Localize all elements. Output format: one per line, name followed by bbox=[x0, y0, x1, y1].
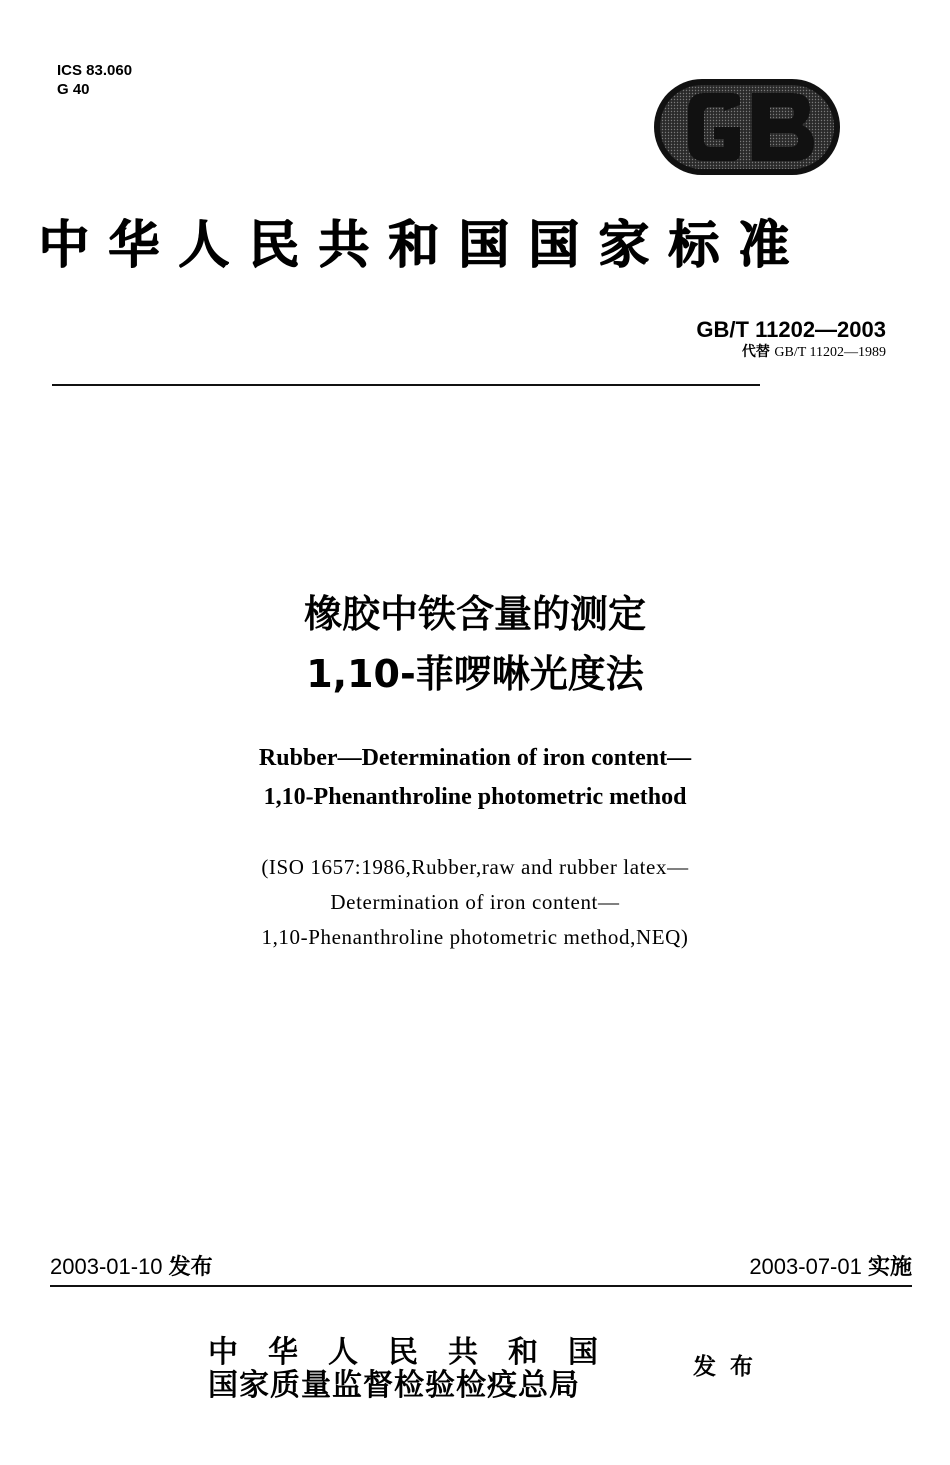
implementation-date-value: 2003-07-01 bbox=[749, 1254, 862, 1279]
ccs-code: G 40 bbox=[57, 81, 90, 98]
title-zh-line1: 橡胶中铁含量的测定 bbox=[303, 592, 646, 636]
gb-logo bbox=[652, 77, 842, 177]
iso-reference-line2: Determination of iron content— bbox=[330, 890, 620, 914]
header-divider bbox=[52, 384, 760, 386]
issuer-action: 发布 bbox=[693, 1353, 767, 1380]
iso-reference-line3: 1,10-Phenanthroline photometric method,NEQ) bbox=[261, 925, 689, 949]
issuer-line1: 中华人民共和国 bbox=[208, 1335, 628, 1370]
issuer-line2: 国家质量监督检验检疫总局 bbox=[208, 1368, 580, 1403]
title-en-line1: Rubber—Determination of iron content— bbox=[258, 745, 692, 771]
national-standard-title: 中华人民共和国国家标准 bbox=[38, 215, 809, 275]
implementation-date-label: 实施 bbox=[867, 1255, 912, 1280]
issue-date bbox=[50, 1253, 213, 1282]
implementation-date bbox=[749, 1253, 912, 1282]
iso-reference-line1: (ISO 1657:1986,Rubber,raw and rubber latex— bbox=[261, 855, 689, 879]
replaces-label: 代替 bbox=[741, 344, 770, 360]
replaces-number: GB/T 11202—1989 bbox=[774, 345, 886, 360]
title-zh-line2: 1,10-菲啰啉光度法 bbox=[306, 652, 644, 696]
issue-date-value: 2003-01-10 bbox=[50, 1254, 163, 1279]
title-en-line2: 1,10-Phenanthroline photometric method bbox=[263, 784, 687, 810]
replaces-line bbox=[742, 343, 886, 362]
ics-code: ICS 83.060 bbox=[57, 62, 133, 79]
standard-number: GB/T 11202—2003 bbox=[696, 317, 886, 342]
footer-divider bbox=[50, 1285, 912, 1287]
issue-date-label: 发布 bbox=[168, 1255, 213, 1280]
